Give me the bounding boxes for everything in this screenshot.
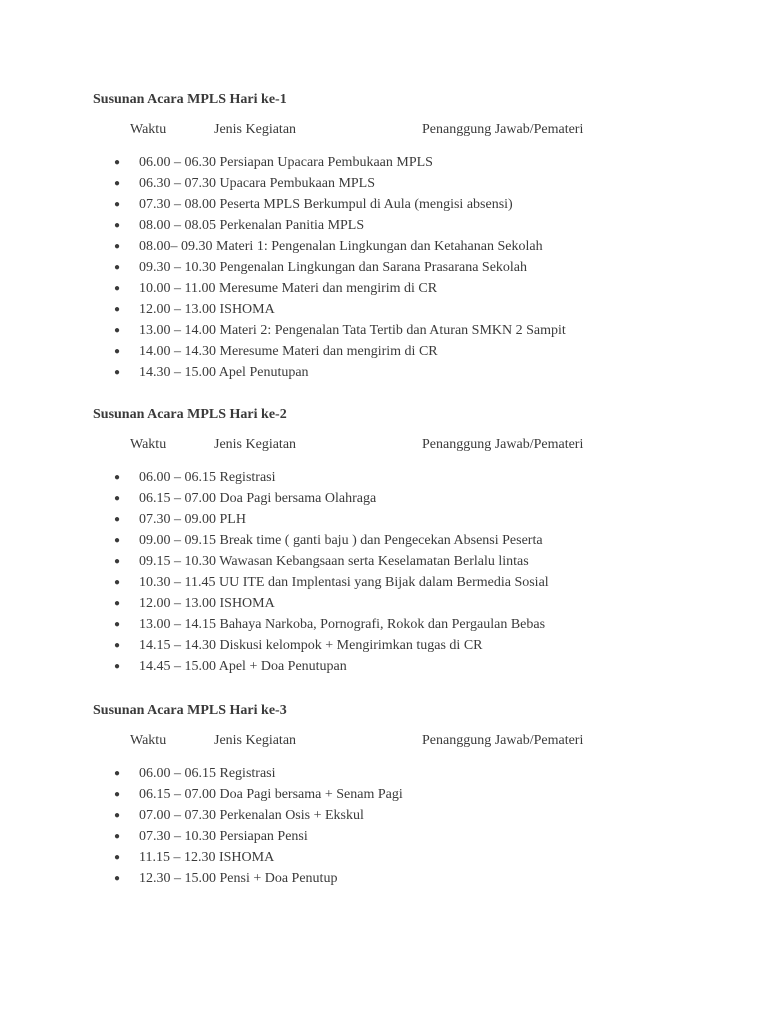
- schedule-item-text: 10.30 – 11.45 UU ITE dan Implentasi yang Bijak dalam Bermedia Sosial: [139, 575, 549, 590]
- schedule-item-text: 09.30 – 10.30 Pengenalan Lingkungan dan Sarana Prasarana Sekolah: [139, 260, 528, 275]
- schedule-item-text: 14.15 – 14.30 Diskusi kelompok + Mengirimkan tugas di CR: [139, 638, 483, 653]
- bullet-icon: ●: [114, 619, 121, 630]
- schedule-item-text: 06.00 – 06.15 Registrasi: [139, 766, 276, 781]
- bullet-icon: ●: [114, 852, 121, 863]
- column-header-jenis-kegiatan: Jenis Kegiatan: [214, 733, 297, 748]
- column-header-penanggung-jawab: Penanggung Jawab/Pemateri: [422, 733, 584, 748]
- schedule-item-text: 13.00 – 14.00 Materi 2: Pengenalan Tata Tertib dan Aturan SMKN 2 Sampit: [139, 323, 566, 338]
- column-header-waktu: Waktu: [130, 122, 167, 137]
- column-header-penanggung-jawab: Penanggung Jawab/Pemateri: [422, 122, 584, 137]
- bullet-icon: ●: [114, 220, 121, 231]
- bullet-icon: ●: [114, 304, 121, 315]
- bullet-icon: ●: [114, 178, 121, 189]
- bullet-icon: ●: [114, 768, 121, 779]
- bullet-icon: ●: [114, 367, 121, 378]
- bullet-icon: ●: [114, 535, 121, 546]
- bullet-icon: ●: [114, 661, 121, 672]
- schedule-item-text: 06.15 – 07.00 Doa Pagi bersama + Senam Pagi: [139, 787, 403, 802]
- bullet-icon: ●: [114, 346, 121, 357]
- bullet-icon: ●: [114, 831, 121, 842]
- schedule-item-text: 06.30 – 07.30 Upacara Pembukaan MPLS: [139, 176, 376, 191]
- section-title: Susunan Acara MPLS Hari ke-3: [93, 703, 287, 718]
- schedule-item-text: 09.15 – 10.30 Wawasan Kebangsaan serta Keselamatan Berlalu lintas: [139, 554, 529, 569]
- schedule-item-text: 10.00 – 11.00 Meresume Materi dan mengirim di CR: [139, 281, 438, 296]
- bullet-icon: ●: [114, 157, 121, 168]
- bullet-icon: ●: [114, 493, 121, 504]
- schedule-item-text: 09.00 – 09.15 Break time ( ganti baju ) dan Pengecekan Absensi Peserta: [139, 533, 543, 548]
- column-header-jenis-kegiatan: Jenis Kegiatan: [214, 122, 297, 137]
- schedule-item-text: 13.00 – 14.15 Bahaya Narkoba, Pornografi, Rokok dan Pergaulan Bebas: [139, 617, 546, 632]
- schedule-item-text: 07.30 – 08.00 Peserta MPLS Berkumpul di Aula (mengisi absensi): [139, 197, 513, 212]
- bullet-icon: ●: [114, 640, 121, 651]
- bullet-icon: ●: [114, 810, 121, 821]
- schedule-item-text: 11.15 – 12.30 ISHOMA: [139, 850, 275, 865]
- schedule-item-text: 07.30 – 10.30 Persiapan Pensi: [139, 829, 308, 844]
- schedule-item-text: 07.00 – 07.30 Perkenalan Osis + Ekskul: [139, 808, 364, 823]
- bullet-icon: ●: [114, 598, 121, 609]
- schedule-item-text: 08.00– 09.30 Materi 1: Pengenalan Lingkungan dan Ketahanan Sekolah: [139, 239, 543, 254]
- bullet-icon: ●: [114, 472, 121, 483]
- bullet-icon: ●: [114, 873, 121, 884]
- bullet-icon: ●: [114, 262, 121, 273]
- schedule-item-text: 12.30 – 15.00 Pensi + Doa Penutup: [139, 871, 338, 886]
- section-title: Susunan Acara MPLS Hari ke-1: [93, 92, 287, 107]
- column-header-penanggung-jawab: Penanggung Jawab/Pemateri: [422, 437, 584, 452]
- column-header-waktu: Waktu: [130, 733, 167, 748]
- schedule-item-text: 12.00 – 13.00 ISHOMA: [139, 596, 275, 611]
- schedule-item-text: 06.00 – 06.15 Registrasi: [139, 470, 276, 485]
- column-header-jenis-kegiatan: Jenis Kegiatan: [214, 437, 297, 452]
- bullet-icon: ●: [114, 577, 121, 588]
- schedule-item-text: 14.30 – 15.00 Apel Penutupan: [139, 365, 309, 380]
- bullet-icon: ●: [114, 514, 121, 525]
- bullet-icon: ●: [114, 789, 121, 800]
- schedule-item-text: 06.00 – 06.30 Persiapan Upacara Pembukaan MPLS: [139, 155, 433, 170]
- schedule-item-text: 12.00 – 13.00 ISHOMA: [139, 302, 275, 317]
- schedule-item-text: 06.15 – 07.00 Doa Pagi bersama Olahraga: [139, 491, 377, 506]
- section-title: Susunan Acara MPLS Hari ke-2: [93, 407, 287, 422]
- schedule-item-text: 08.00 – 08.05 Perkenalan Panitia MPLS: [139, 218, 365, 233]
- bullet-icon: ●: [114, 241, 121, 252]
- schedule-item-text: 14.00 – 14.30 Meresume Materi dan mengirim di CR: [139, 344, 438, 359]
- bullet-icon: ●: [114, 283, 121, 294]
- bullet-icon: ●: [114, 325, 121, 336]
- bullet-icon: ●: [114, 556, 121, 567]
- schedule-item-text: 07.30 – 09.00 PLH: [139, 512, 246, 527]
- bullet-icon: ●: [114, 199, 121, 210]
- column-header-waktu: Waktu: [130, 437, 167, 452]
- schedule-item-text: 14.45 – 15.00 Apel + Doa Penutupan: [139, 659, 347, 674]
